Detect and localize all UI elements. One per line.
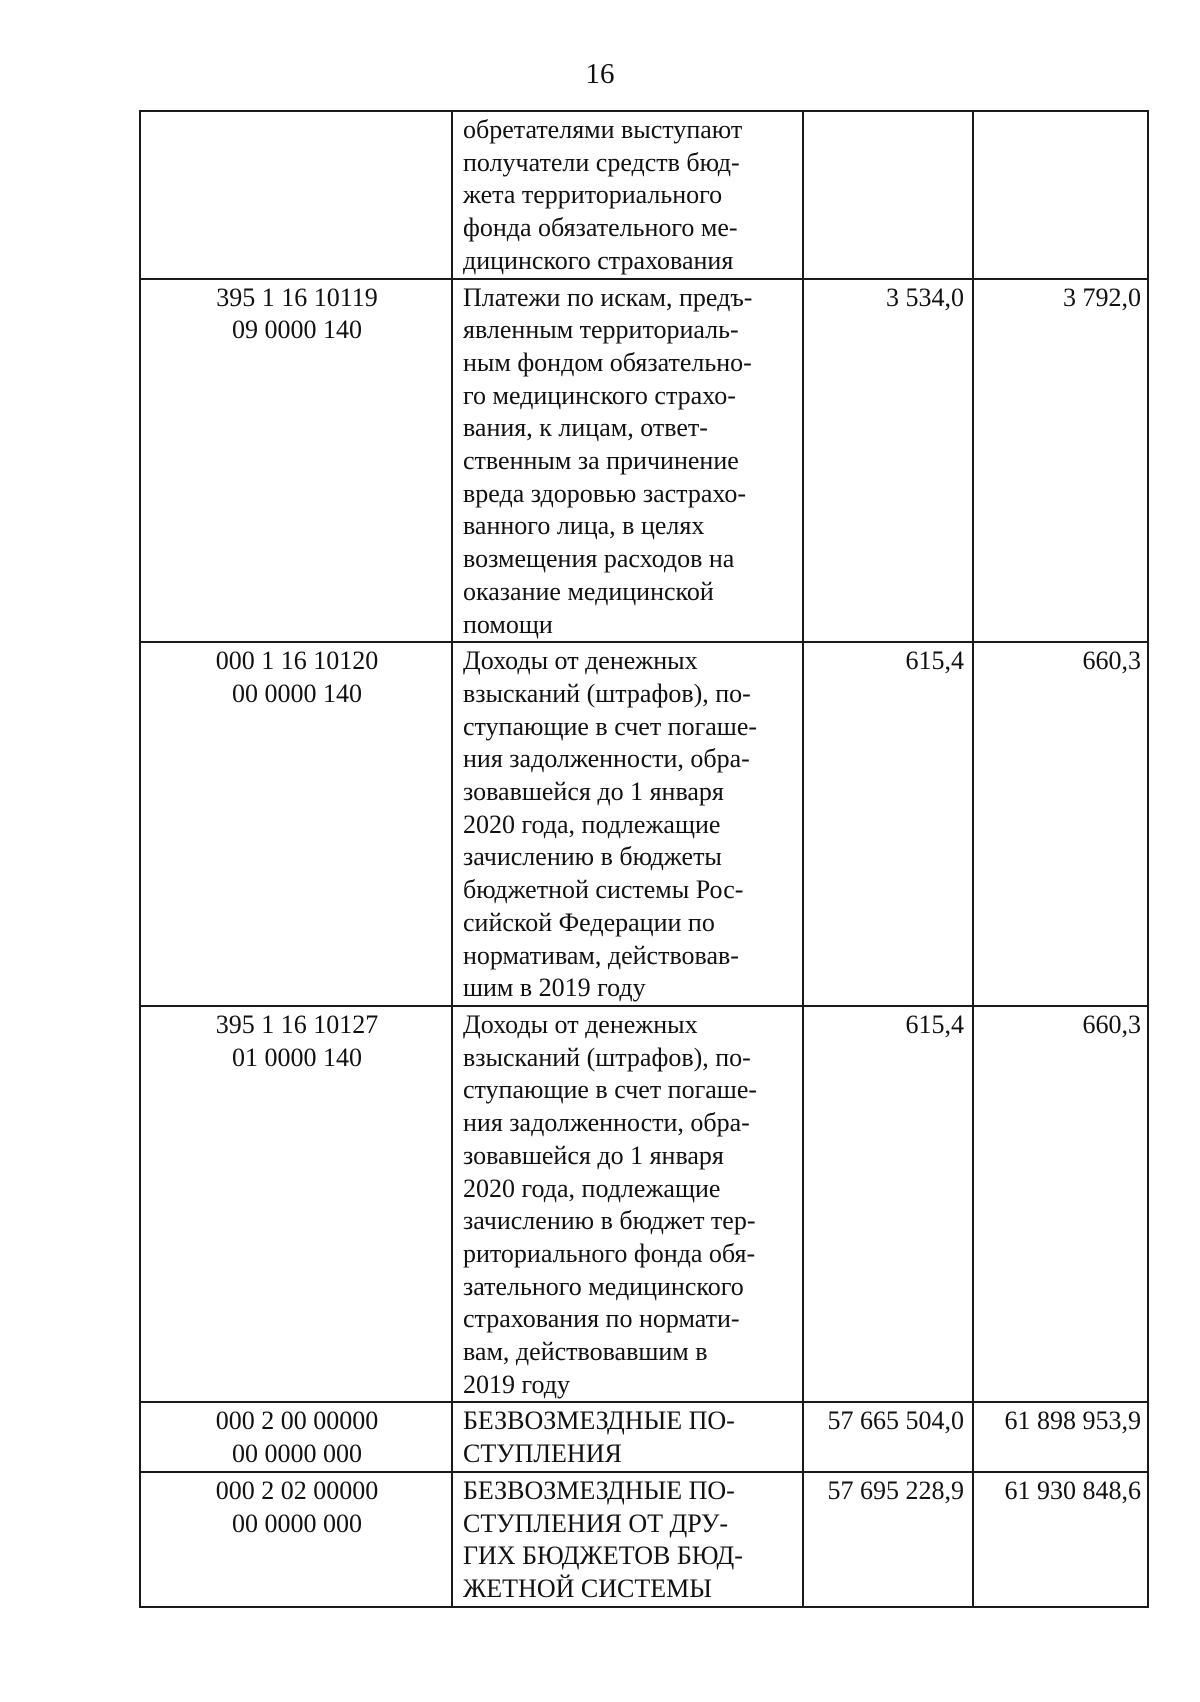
revenue-name-line: оказание медицинской xyxy=(463,576,714,606)
budget-code-line: 00 0000 140 xyxy=(232,678,362,708)
budget-code-cell xyxy=(140,642,452,1006)
revenue-name-line: Доходы от денежных xyxy=(463,646,698,676)
revenue-name-cell xyxy=(452,1472,803,1607)
revenue-name-line: ступающие в счет погаше- xyxy=(463,711,758,741)
revenue-name-cell xyxy=(452,1402,803,1471)
revenue-name-line: бюджетной системы Рос- xyxy=(463,875,744,905)
revenue-name-cell xyxy=(452,642,803,1006)
revenue-name-line: зовавшейся до 1 января xyxy=(463,777,724,807)
revenue-name-line: го медицинского страхо- xyxy=(463,380,736,410)
revenue-name-line: вреда здоровью застрахо- xyxy=(463,478,747,508)
revenue-name-line: ванного лица, в целях xyxy=(463,511,705,541)
amount-year-1-cell: 57 695 228,9 xyxy=(803,1472,973,1607)
revenue-name-cell xyxy=(452,279,803,643)
budget-code-line: 00 0000 000 xyxy=(232,1439,362,1469)
revenue-name-line: жета территориального xyxy=(463,180,723,210)
amount-year-2-cell xyxy=(973,111,1148,279)
revenue-name-line: взысканий (штрафов), по- xyxy=(463,1042,751,1072)
revenue-name-line: БЕЗВОЗМЕЗДНЫЕ ПО- xyxy=(463,1406,735,1436)
revenue-name-line: страхования по нормати- xyxy=(463,1304,740,1334)
revenue-name-line: дицинского страхования xyxy=(463,245,734,275)
revenue-name-line: помощи xyxy=(463,609,553,639)
revenue-name-line: зательного медицинского xyxy=(463,1271,744,1301)
budget-code-line: 09 0000 140 xyxy=(232,315,362,345)
budget-code-line: 395 1 16 10119 xyxy=(216,282,378,312)
budget-code-line: 000 1 16 10120 xyxy=(215,646,379,676)
revenue-name-line: ГИХ БЮДЖЕТОВ БЮД- xyxy=(463,1541,743,1571)
table-row xyxy=(140,1006,1148,1402)
revenue-name-line: получатели средств бюд- xyxy=(463,147,740,177)
budget-code-cell xyxy=(140,1006,452,1402)
revenue-name-line: ЖЕТНОЙ СИСТЕМЫ xyxy=(463,1573,712,1603)
table-row xyxy=(140,642,1148,1006)
revenue-name-line: ния задолженности, обра- xyxy=(463,1108,750,1138)
revenue-name-cell xyxy=(452,1006,803,1402)
revenue-name-line: ступающие в счет погаше- xyxy=(463,1075,758,1105)
budget-code-cell xyxy=(140,1472,452,1607)
amount-year-2-cell: 660,3 xyxy=(973,1006,1148,1402)
revenue-name-line: фонда обязательного ме- xyxy=(463,213,738,243)
revenue-name-line: Платежи по искам, предъ- xyxy=(463,282,753,312)
table-row xyxy=(140,1402,1148,1471)
table-row xyxy=(140,1472,1148,1607)
amount-year-1-cell xyxy=(803,111,973,279)
amount-year-1-cell: 57 665 504,0 xyxy=(803,1402,973,1471)
revenue-name-line: зачислению в бюджеты xyxy=(463,842,722,872)
revenue-name-line: БЕЗВОЗМЕЗДНЫЕ ПО- xyxy=(463,1475,735,1505)
revenue-name-line: зовавшейся до 1 января xyxy=(463,1140,724,1170)
amount-year-2-cell: 3 792,0 xyxy=(973,279,1148,643)
budget-code-line: 000 2 02 00000 xyxy=(215,1475,379,1505)
revenue-name-cell xyxy=(452,111,803,279)
revenue-name-line: Доходы от денежных xyxy=(463,1009,698,1039)
revenue-name-line: зачислению в бюджет тер- xyxy=(463,1206,756,1236)
revenue-table xyxy=(139,110,1149,1608)
amount-year-2-cell: 660,3 xyxy=(973,642,1148,1006)
budget-code-line: 00 0000 000 xyxy=(232,1508,362,1538)
amount-year-2-cell: 61 930 848,6 xyxy=(973,1472,1148,1607)
revenue-name-line: явленным территориаль- xyxy=(463,315,739,345)
revenue-name-line: СТУПЛЕНИЯ xyxy=(463,1439,622,1469)
revenue-name-line: 2020 года, подлежащие xyxy=(463,1173,721,1203)
amount-year-1-cell: 615,4 xyxy=(803,1006,973,1402)
revenue-name-line: 2020 года, подлежащие xyxy=(463,809,721,839)
amount-year-2-cell: 61 898 953,9 xyxy=(973,1402,1148,1471)
budget-code-cell xyxy=(140,111,452,279)
revenue-name-line: сийской Федерации по xyxy=(463,907,715,937)
amount-year-1-cell: 3 534,0 xyxy=(803,279,973,643)
revenue-name-line: вания, к лицам, ответ- xyxy=(463,413,708,443)
revenue-name-line: вам, действовавшим в xyxy=(463,1337,708,1367)
table-row xyxy=(140,279,1148,643)
table-row xyxy=(140,111,1148,279)
revenue-name-line: возмещения расходов на xyxy=(463,544,735,574)
budget-code-line: 000 2 00 00000 xyxy=(215,1406,379,1436)
budget-code-cell xyxy=(140,279,452,643)
budget-code-line: 01 0000 140 xyxy=(232,1042,362,1072)
revenue-name-line: ственным за причинение xyxy=(463,446,739,476)
revenue-name-line: риториального фонда обя- xyxy=(463,1238,756,1268)
revenue-name-line: ным фондом обязательно- xyxy=(463,347,752,377)
revenue-name-line: обретателями выступают xyxy=(463,115,743,144)
table-body xyxy=(140,111,1148,1607)
budget-code-line: 395 1 16 10127 xyxy=(215,1009,379,1039)
revenue-name-line: нормативам, действовав- xyxy=(463,940,739,970)
revenue-name-line: взысканий (штрафов), по- xyxy=(463,678,751,708)
amount-year-1-cell: 615,4 xyxy=(803,642,973,1006)
revenue-name-line: 2019 году xyxy=(463,1369,570,1399)
revenue-name-line: ния задолженности, обра- xyxy=(463,744,750,774)
revenue-name-line: шим в 2019 году xyxy=(463,973,646,1003)
page-number: 16 xyxy=(585,58,615,90)
budget-code-cell xyxy=(140,1402,452,1471)
revenue-name-line: СТУПЛЕНИЯ ОТ ДРУ- xyxy=(463,1508,729,1538)
